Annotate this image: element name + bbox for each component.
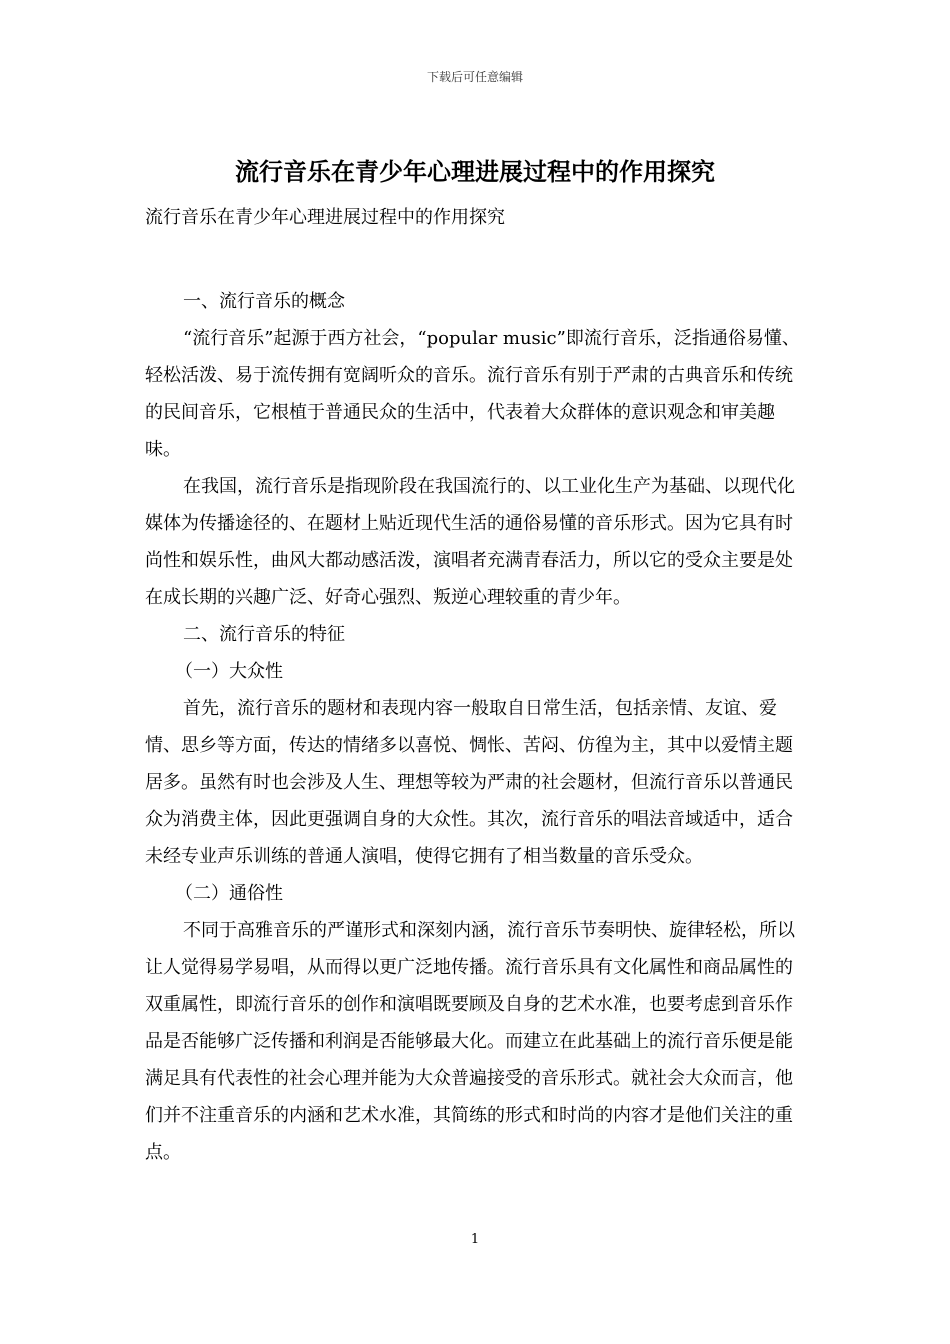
paragraph-concept-china: 在我国，流行音乐是指现阶段在我国流行的、以工业化生产为基础、以现代化媒体为传播途径的、在题材上贴近现代生活的通俗易懂的音乐形式。因为它具有时尚性和娱乐性，曲风大都动感活泼，演唱者充满青春活力，所以它的受众主要是处在成长期的兴趣广泛、好奇心强烈、叛逆心理较重的青少年。 [145, 476, 795, 608]
section-heading-1: 一、流行音乐的概念 [183, 291, 345, 312]
subsection-heading-accessibility: （二）通俗性 [175, 883, 283, 904]
paragraph-accessibility: 不同于高雅音乐的严谨形式和深刻内涵，流行音乐节奏明快、旋律轻松，所以让人觉得易学易唱，从而得以更广泛地传播。流行音乐具有文化属性和商品属性的双重属性，即流行音乐的创作和演唱既要顾及自身的艺术水准，也要考虑到音乐作品是否能够广泛传播和利润是否能够最大化。而建立在此基础上的流行音乐便是能满足具有代表性的社会心理并能为大众普遍接受的音乐形式。就社会大众而言，他们并不注重音乐的内涵和艺术水准，其简练的形式和时尚的内容才是他们关注的重点。 [145, 920, 795, 1163]
section-heading-2: 二、流行音乐的特征 [183, 624, 345, 645]
document-title: 流行音乐在青少年心理进展过程中的作用探究 [235, 157, 715, 186]
header-note: 下载后可任意编辑 [426, 70, 523, 84]
document-subtitle: 流行音乐在青少年心理进展过程中的作用探究 [145, 207, 505, 228]
subsection-heading-popularity: （一）大众性 [175, 661, 283, 682]
paragraph-popularity: 首先，流行音乐的题材和表现内容一般取自日常生活，包括亲情、友谊、爱情、思乡等方面，传达的情绪多以喜悦、惆怅、苦闷、仿徨为主，其中以爱情主题居多。虽然有时也会涉及人生、理想等较为严肃的社会题材，但流行音乐以普通民众为消费主体，因此更强调自身的大众性。其次，流行音乐的唱法音域适中，适合未经专业声乐训练的普通人演唱，使得它拥有了相当数量的音乐受众。 [145, 698, 793, 867]
section-spacer [145, 236, 810, 283]
document-body [145, 199, 810, 1171]
page-number: 1 [470, 1232, 480, 1247]
paragraph-concept-origin: “流行音乐”起源于西方社会，“popular music”即流行音乐，泛指通俗易懂、轻松活泼、易于流传拥有宽阔听众的音乐。流行音乐有别于严肃的古典音乐和传统的民间音乐，它根植于普通民众的生活中，代表着大众群体的意识观念和审美趣味。 [145, 328, 800, 460]
